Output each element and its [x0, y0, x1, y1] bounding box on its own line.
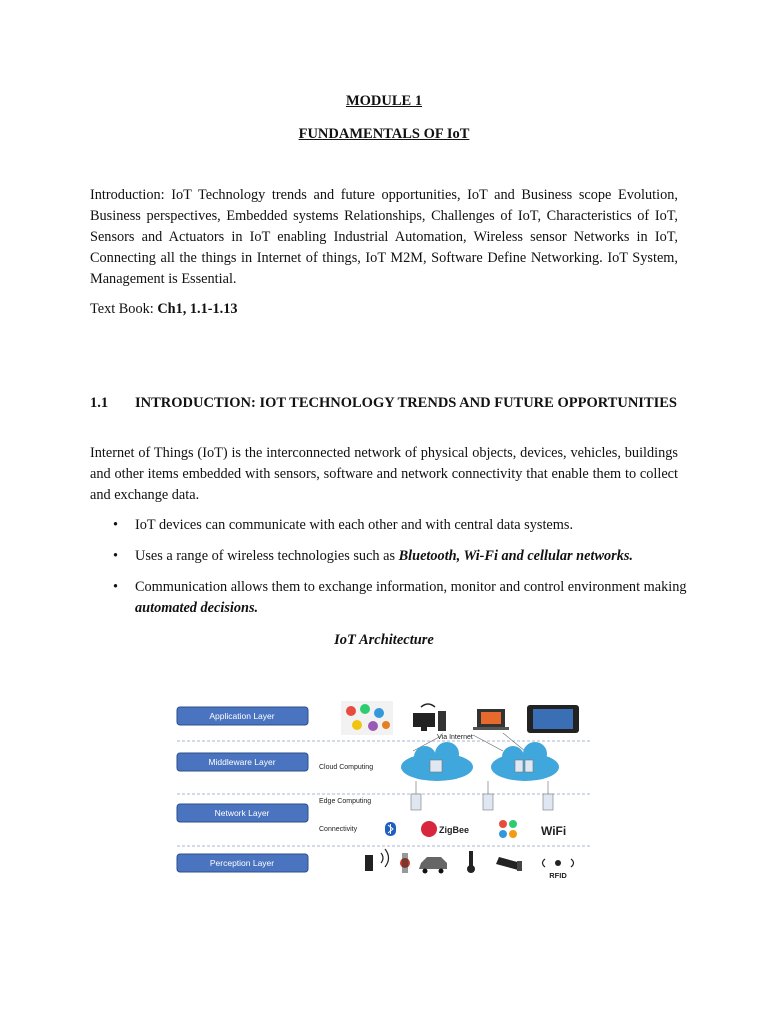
bluetooth-icon: [385, 822, 396, 836]
zigbee-label: ZigBee: [439, 825, 470, 835]
textbook-line: [90, 299, 678, 320]
cloud-icon: [401, 742, 473, 781]
bullet-emphasis: automated decisions.: [135, 600, 259, 616]
bullet-list: [90, 515, 690, 629]
thermometer-icon: [467, 851, 475, 873]
cloud-computing-label: Cloud Computing: [319, 764, 374, 771]
list-item: [90, 546, 690, 567]
middleware-layer-label: [177, 753, 308, 771]
tablet-icon: [527, 705, 579, 733]
edge-server-icon: [543, 794, 553, 810]
edge-server-icon: [411, 794, 421, 810]
textbook-label: Text Book:: [90, 301, 158, 317]
camera-icon: [496, 857, 522, 871]
bullet-text: IoT devices can communicate with each other and with central data systems.: [135, 517, 574, 533]
section-paragraph: Internet of Things (IoT) is the interconnected network of physical objects, devices, vehicles, buildings and other items embedded with sensors, software and network connectivity that enable them to collect and exchange data.: [90, 445, 678, 503]
bullet-emphasis: Bluetooth, Wi-Fi and cellular networks.: [398, 548, 633, 564]
zigbee-icon: [421, 821, 469, 837]
car-icon: [419, 857, 447, 874]
document-title: FUNDAMENTALS OF IoT: [298, 126, 470, 142]
intro-paragraph: Introduction: IoT Technology trends and future opportunities, IoT and Business scope Evolution, Business perspectives, Embedded systems Relationships, Challenges of IoT, Characteristics of IoT, Sensors and Actuators in IoT enabling Industrial Automation, Wireless sensor Networks in IoT, Connecting all the things in Internet of things, IoT M2M, Software Define Networking. IoT System, Management is Essential.: [90, 187, 678, 287]
wearable-icon: [400, 853, 410, 873]
rfid-icon: [543, 859, 574, 880]
wifi-label: WiFi: [541, 824, 567, 838]
connectivity-label: Connectivity: [319, 826, 358, 833]
module-heading: MODULE 1: [345, 93, 423, 109]
bullet-icon: •: [113, 548, 119, 564]
computer-wifi-icon: [413, 704, 446, 731]
network-layer-label: [177, 804, 308, 822]
bullet-icon: •: [113, 579, 119, 595]
section-number: 1.1: [90, 395, 109, 411]
perception-layer-label: [177, 854, 308, 872]
section-title: INTRODUCTION: IOT TECHNOLOGY TRENDS AND FUTURE OPPORTUNITIES: [135, 395, 677, 411]
signal-icon: [381, 849, 389, 867]
bullet-icon: •: [113, 517, 119, 533]
layer-label-text: Middleware Layer: [208, 757, 276, 767]
rfid-label: RFID: [549, 871, 567, 880]
phone-sensor-icon: [365, 855, 373, 871]
bullet-text: Communication allows them to exchange information, monitor and control environment making: [135, 579, 687, 595]
figure-caption: IoT Architecture: [334, 632, 434, 648]
iot-architecture-diagram: [173, 697, 593, 880]
layer-label-text: Network Layer: [214, 808, 270, 818]
layer-label-text: Perception Layer: [209, 858, 275, 868]
application-layer-label: [177, 707, 308, 725]
bullet-text: Uses a range of wireless technologies such as: [135, 548, 399, 564]
wifi-icon: [541, 824, 566, 838]
apps-collage-icon: [341, 701, 393, 735]
via-internet-label: Via Internet: [437, 734, 473, 741]
cloud-icon: [491, 742, 559, 781]
layer-label-text: Application Layer: [209, 711, 275, 721]
textbook-reference: Ch1, 1.1-1.13: [157, 301, 238, 317]
edge-server-icon: [483, 794, 493, 810]
edge-computing-label: Edge Computing: [319, 798, 372, 805]
section-heading: [90, 393, 690, 414]
laptop-icon: [473, 709, 509, 730]
list-item: [90, 577, 690, 619]
list-item: [90, 515, 690, 536]
cellular-icon: [499, 820, 517, 838]
